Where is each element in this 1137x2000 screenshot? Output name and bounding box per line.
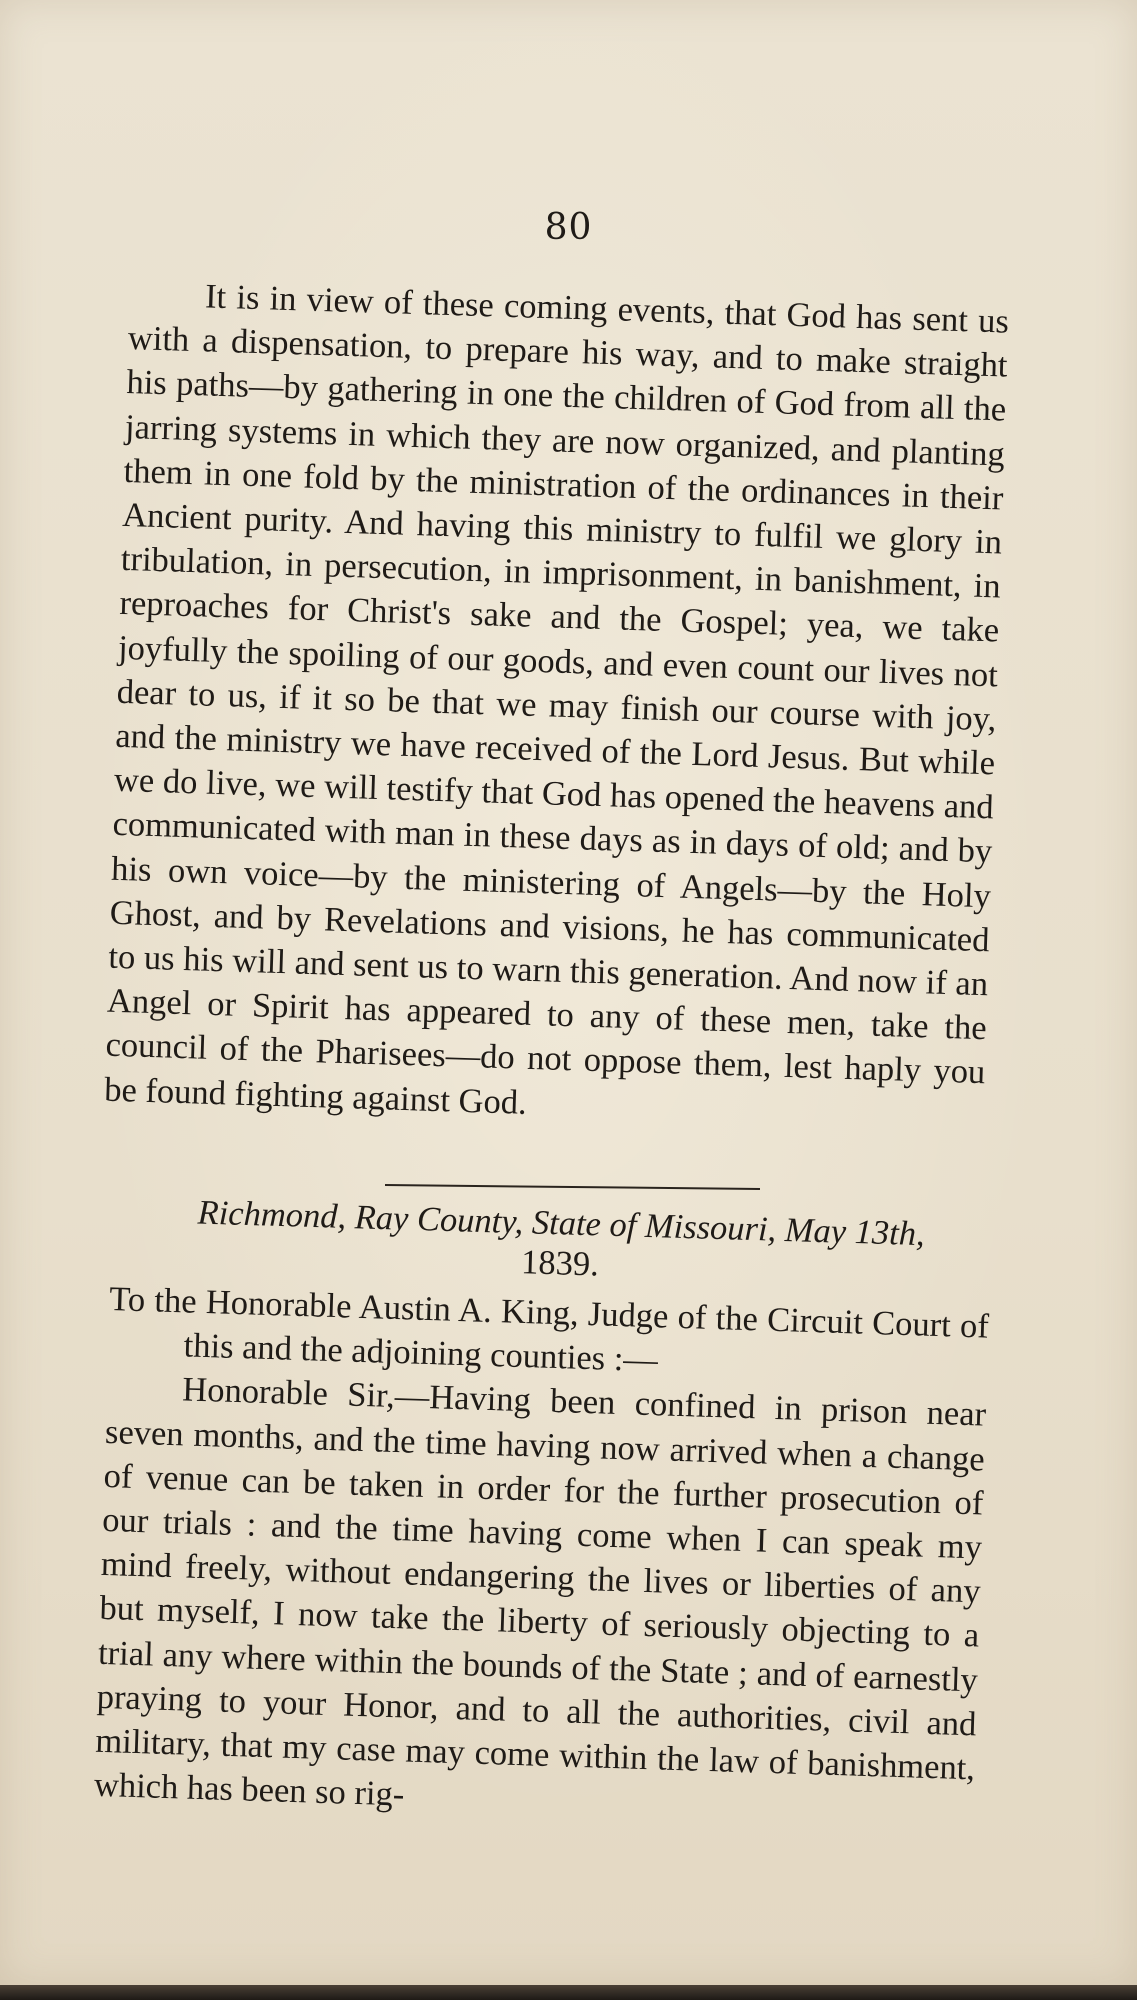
- section-divider: [385, 1184, 760, 1190]
- letter: [93, 1277, 989, 1835]
- letter-address: To the Honorable Austin A. King, Judge of the Circuit Court of this and the adjoining counties :—: [108, 1279, 990, 1380]
- dateline-place: Richmond, Ray County, State of Missouri, May 13th,: [197, 1193, 926, 1254]
- letter-body: Honorable Sir,—Having been confined in prison near seven months, and the time having now arrived when a change of venue can be taken in order for the further prosecution of our trials : and the time having come when I can speak my mind freely, without endangering the lives or liberties of any but myself, I now take the liberty of seriously objecting to a trial any where within the bounds of the State ; and of earnestly praying to your Honor, and to all the authorities, civil and military, that my case may come within the law of banishment, which has been so rig-: [93, 1370, 987, 1814]
- paragraph: It is in view of these coming events, that God has sent us with a dispensation, to prepare his way, and to make straight his paths—by gathering in one the children of God from all the jarring systems in which they are now organized, and planting them in one fold by the ministration of the ordinances in their Ancient purity. And having this ministry to fulfil we glory in tribulation, in persecution, in imprisonment, in banishment, in reproaches for Christ's sake and the Gospel; yea, we take joyfully the spoiling of our goods, and even count our lives not dear to us, if it so be that we may finish our course with joy, and the ministry we have received of the Lord Jesus. But while we do live, we will testify that God has opened the heavens and communicated with man in these days as in days of old; and by his own voice—by the ministering of Angels—by the Holy Ghost, and by Revelations and visions, he has communicated to us his will and sent us to warn this generation. And now if an Angel or Spirit has appeared to any of these men, take the council of the Pharisees—do not oppose them, lest haply you be found fighting against God.: [103, 277, 1010, 1122]
- body-text: [104, 272, 1010, 1139]
- dateline-year: 1839.: [520, 1243, 600, 1284]
- page-number: 80: [544, 207, 593, 248]
- page-bottom-edge: [0, 1985, 1137, 2000]
